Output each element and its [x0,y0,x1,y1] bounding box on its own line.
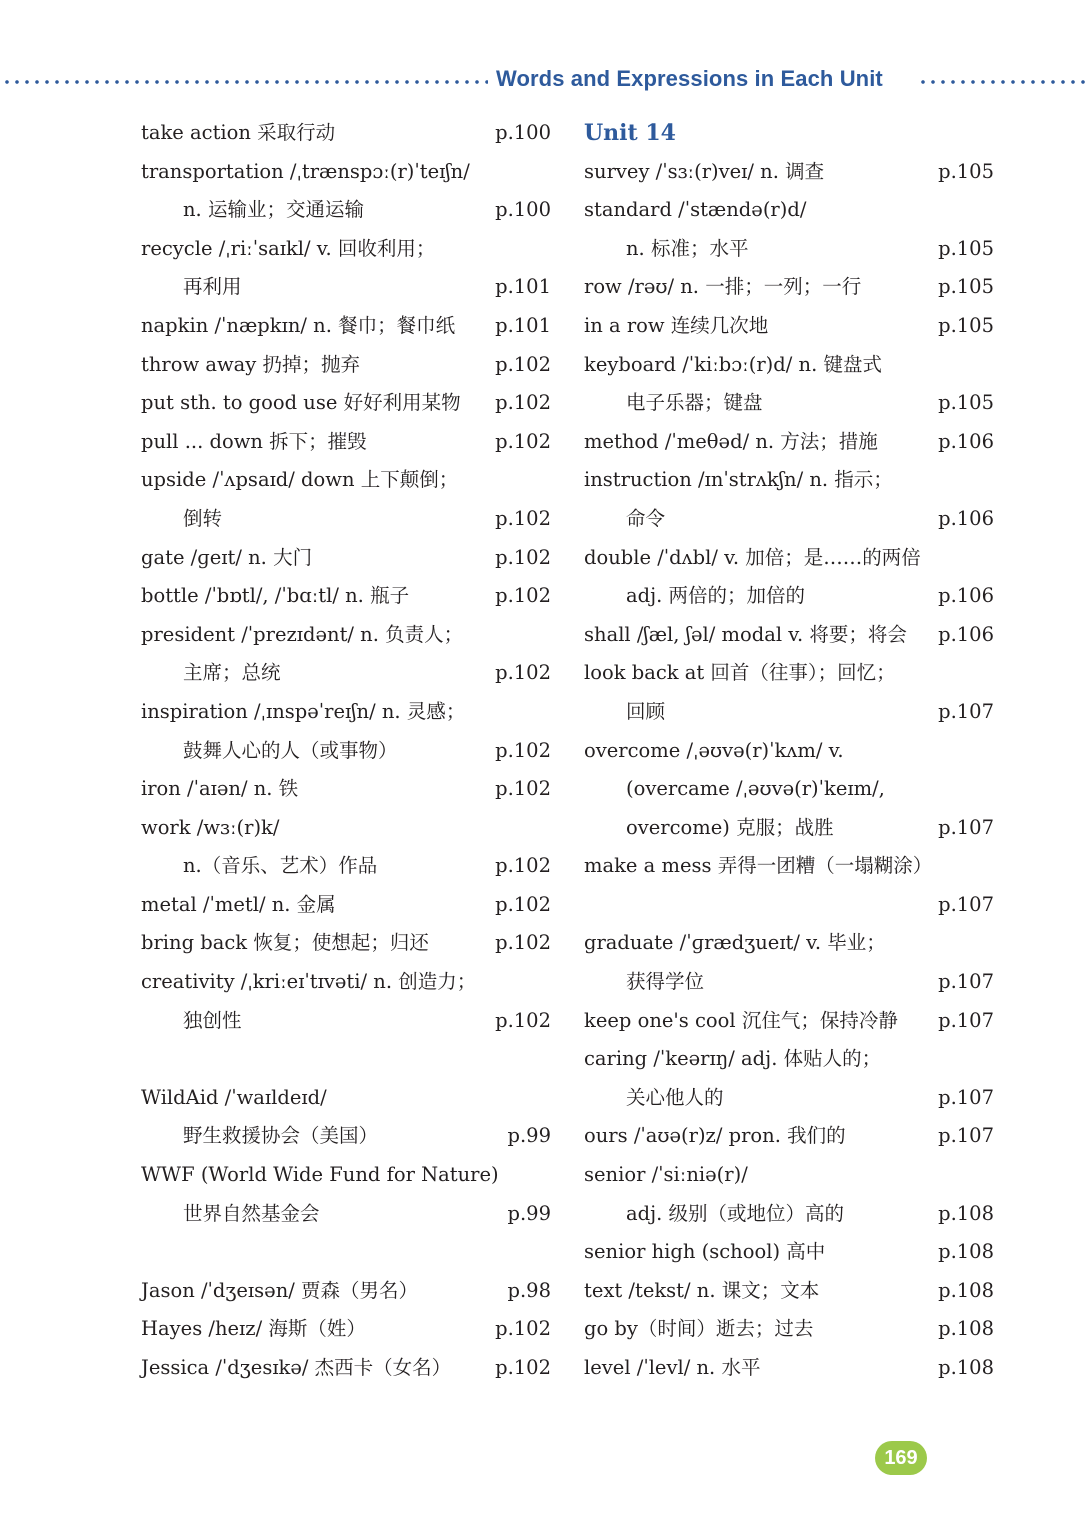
entry-text: n. 标准；水平 [626,236,749,260]
entry-text: work /wɜː(r)k/ [141,815,280,839]
entry-text: 主席；总统 [183,661,281,685]
entry-line [584,1233,994,1272]
entry-line [584,1349,994,1388]
entry-line [584,500,994,539]
entry-line [584,1117,994,1156]
entry-text: row /rəʊ/ n. 一排；一列；一行 [584,275,862,299]
entry-page-ref: p.108 [938,1317,994,1341]
entry-page-ref: p.108 [938,1240,994,1264]
entry-line [141,847,551,886]
entry-line [584,346,994,385]
entry-text: 获得学位 [626,970,705,994]
entry-line [584,539,994,578]
entry-line [141,500,551,539]
entry-line [141,809,551,848]
entry-line [141,1195,551,1234]
entry-line [141,924,551,963]
entry-text: bring back 恢复；使想起；归还 [141,931,429,955]
right-column [584,114,994,1388]
entry-page-ref: p.108 [938,1356,994,1379]
entry-page-ref: p.108 [938,1201,994,1225]
entry-text: metal /ˈmetl/ n. 金属 [141,892,336,916]
entry-text: bottle /ˈbɒtl/, /ˈbɑːtl/ n. 瓶子 [141,584,410,608]
entry-line [141,114,551,153]
entry-text: method /ˈmeθəd/ n. 方法；措施 [584,429,878,453]
entry-text: pull ... down 拆下；摧毁 [141,429,367,453]
entry-line [584,616,994,655]
entry-page-ref: p.102 [495,545,551,569]
entry-page-ref: p.102 [495,506,551,530]
entry-text: 关心他人的 [626,1085,724,1109]
entry-line [584,1079,994,1118]
entry-page-ref: p.105 [938,236,994,260]
entry-text: throw away 扔掉；抛弃 [141,352,361,376]
entry-line [584,1002,994,1041]
entry-page-ref: p.106 [938,584,994,608]
entry-line [584,307,994,346]
entry-text: caring /ˈkeərɪŋ/ adj. 体贴人的； [584,1047,882,1071]
entry-line [141,963,551,1002]
entry-page-ref: p.106 [938,429,994,453]
entry-page-ref: p.107 [938,1085,994,1109]
entry-page-ref: p.107 [938,699,994,723]
entry-page-ref: p.102 [495,738,551,762]
entry-text: n. 运输业；交通运输 [183,198,364,222]
entry-text: 野生救援协会（美国） [183,1124,379,1148]
entry-text: 电子乐器；键盘 [626,391,763,415]
entry-text: put sth. to good use 好好利用某物 [141,391,461,415]
entry-text: text /tekst/ n. 课文；文本 [584,1278,820,1302]
entry-line [584,384,994,423]
entry-page-ref: p.107 [938,1124,994,1148]
entry-line [584,732,994,771]
unit-heading: Unit 14 [584,120,676,146]
entry-line [141,461,551,500]
entry-page-ref: p.105 [938,313,994,337]
entry-page-ref: p.106 [938,506,994,530]
entry-text: go by（时间）逝去；过去 [584,1317,814,1341]
entry-line [141,770,551,809]
entry-text: 命令 [626,506,666,530]
entry-text: president /ˈprezɪdənt/ n. 负责人； [141,622,464,646]
entry-text: survey /ˈsɜː(r)veɪ/ n. 调查 [584,159,825,183]
entry-line [141,616,551,655]
entry-page-ref: p.102 [495,1356,551,1379]
entry-line [584,153,994,192]
entry-line [141,384,551,423]
entry-page-ref: p.102 [495,1008,551,1032]
entry-line [141,191,551,230]
entry-text: keep one's cool 沉住气；保持冷静 [584,1008,898,1032]
entry-page-ref: p.100 [495,121,551,144]
entry-text: in a row 连续几次地 [584,313,769,337]
entry-text: level /ˈlevl/ n. 水平 [584,1356,761,1379]
entry-page-ref: p.107 [938,1008,994,1032]
entry-page-ref: p.98 [507,1278,551,1302]
entry-text: Jason /ˈdʒeɪsən/ 贾森（男名） [141,1278,419,1302]
entry-page-ref: p.105 [938,275,994,299]
entry-line [584,847,994,886]
entry-line [584,654,994,693]
entry-text: standard /ˈstændə(r)d/ [584,198,807,222]
entry-page-ref: p.102 [495,661,551,685]
entry-text: 世界自然基金会 [183,1201,320,1225]
entry-line [584,191,994,230]
entry-line [141,1349,551,1388]
entry-page-ref: p.105 [938,159,994,183]
entry-text: upside /ˈʌpsaɪd/ down 上下颠倒； [141,468,459,492]
entry-text: instruction /ɪnˈstrʌkʃn/ n. 指示； [584,468,893,492]
entry-text: overcome /ˌəʊvə(r)ˈkʌm/ v. [584,738,844,762]
entry-line [141,1272,551,1311]
entry-text: 回顾 [626,699,666,723]
entry-text: iron /ˈaɪən/ n. 铁 [141,777,299,801]
entry-line [141,886,551,925]
header-title: Words and Expressions in Each Unit [496,66,883,91]
entry-line [584,770,994,809]
entry-line [141,693,551,732]
entry-text: ours /ˈaʊə(r)z/ pron. 我们的 [584,1124,846,1148]
entry-text: adj. 两倍的；加倍的 [626,584,806,608]
entry-line [584,461,994,500]
entry-page-ref: p.107 [938,970,994,994]
entry-text: overcome) 克服；战胜 [626,815,834,839]
entry-line [584,963,994,1002]
entry-page-ref: p.102 [495,892,551,916]
entry-text: 倒转 [183,506,223,530]
entry-page-ref: p.101 [495,275,551,299]
entry-page-ref: p.107 [938,815,994,839]
entry-text: (overcame /ˌəʊvə(r)ˈkeɪm/, [626,777,885,801]
entry-text: recycle /ˌriːˈsaɪkl/ v. 回收利用； [141,236,436,260]
entry-text: Hayes /heɪz/ 海斯（姓） [141,1317,366,1341]
entry-line [584,230,994,269]
entry-page-ref: p.102 [495,854,551,878]
entry-line [141,654,551,693]
entry-text: n.（音乐、艺术）作品 [183,854,378,878]
entry-text: take action 采取行动 [141,121,336,144]
entry-line [584,1156,994,1195]
entry-text: napkin /ˈnæpkɪn/ n. 餐巾；餐巾纸 [141,313,456,337]
entry-line [141,423,551,462]
entry-text: WildAid /ˈwaɪldeɪd/ [141,1085,327,1109]
entry-text: gate /ɡeɪt/ n. 大门 [141,545,313,569]
entry-line [584,577,994,616]
entry-line [584,1195,994,1234]
entry-line [141,1079,551,1118]
spacer [141,1040,551,1079]
entry-page-ref: p.102 [495,391,551,415]
entry-line [584,268,994,307]
entry-line [141,732,551,771]
entry-text: make a mess 弄得一团糟（一塌糊涂） [584,854,933,878]
entry-line [584,886,994,925]
entry-line [141,1117,551,1156]
entry-line [141,153,551,192]
entry-page-ref: p.106 [938,622,994,646]
entry-line [584,1040,994,1079]
header-dotted-rule-left [2,79,488,85]
left-column [141,114,551,1388]
entry-page-ref: p.99 [507,1124,551,1148]
entry-line [141,268,551,307]
entry-page-ref: p.105 [938,391,994,415]
entry-page-ref: p.102 [495,584,551,608]
entry-text: 再利用 [183,275,242,299]
entry-line [584,809,994,848]
entry-page-ref: p.102 [495,352,551,376]
entry-text: double /ˈdʌbl/ v. 加倍；是……的两倍 [584,545,921,569]
entry-text: look back at 回首（往事）；回忆； [584,661,896,685]
header-dotted-rule-right [918,79,1087,85]
entry-text: keyboard /ˈkiːbɔː(r)d/ n. 键盘式 [584,352,882,376]
entry-line [584,693,994,732]
entry-text: shall /ʃæl, ʃəl/ modal v. 将要；将会 [584,622,907,646]
entry-page-ref: p.101 [495,313,551,337]
entry-text: 鼓舞人心的人（或事物） [183,738,398,762]
entry-text: transportation /ˌtrænspɔː(r)ˈteɪʃn/ [141,159,470,183]
entry-line [584,1310,994,1349]
entry-line [584,423,994,462]
entry-line [141,1156,551,1195]
running-header [0,62,1087,102]
entry-line [141,1002,551,1041]
entry-line [141,577,551,616]
entry-text: graduate /ˈɡrædʒueɪt/ v. 毕业； [584,931,886,955]
entry-text: senior high (school) 高中 [584,1240,826,1264]
entry-page-ref: p.99 [507,1201,551,1225]
entry-page-ref: p.102 [495,931,551,955]
spacer [141,1233,551,1272]
entry-line [141,539,551,578]
entry-page-ref: p.102 [495,777,551,801]
entry-text: adj. 级别（或地位）高的 [626,1201,845,1225]
entry-page-ref: p.102 [495,1317,551,1341]
entry-page-ref: p.108 [938,1278,994,1302]
entry-text: WWF (World Wide Fund for Nature) [141,1163,499,1187]
entry-text: creativity /ˌkriːeɪˈtɪvəti/ n. 创造力； [141,970,477,994]
entry-page-ref: p.107 [938,892,994,916]
entry-line [141,1310,551,1349]
entry-page-ref: p.100 [495,198,551,222]
entry-line [584,1272,994,1311]
entry-line [584,924,994,963]
entry-text: Jessica /ˈdʒesɪkə/ 杰西卡（女名） [141,1356,452,1379]
entry-line [141,346,551,385]
entry-line [141,230,551,269]
entry-text: inspiration /ˌɪnspəˈreɪʃn/ n. 灵感； [141,699,466,723]
page-number-badge: 169 [875,1441,927,1475]
entry-text: senior /ˈsiːniə(r)/ [584,1163,748,1187]
entry-line [141,307,551,346]
entry-page-ref: p.102 [495,429,551,453]
entry-text: 独创性 [183,1008,242,1032]
